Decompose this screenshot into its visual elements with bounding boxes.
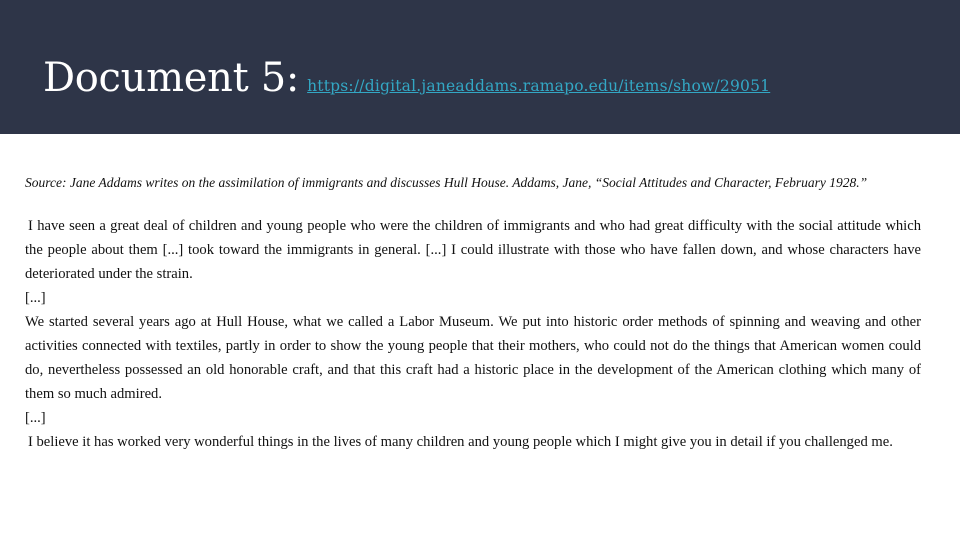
- title-bar: [0, 0, 960, 134]
- source-citation: Source: Jane Addams writes on the assimilation of immigrants and discusses Hull House. Addams, Jane, “Social Attitudes and Character, February 1928.”: [25, 175, 868, 190]
- ellipsis-2: [...]: [25, 410, 46, 426]
- source-link[interactable]: https://digital.janeaddams.ramapo.edu/items/show/29051: [307, 77, 771, 95]
- document-body: [25, 172, 921, 454]
- paragraph-2: We started several years ago at Hull House, what we called a Labor Museum. We put into historic order methods of spinning and weaving and other activities connected with textiles, partly in order to show the young people that their mothers, who could not do the things that American women could do, nevertheless possessed an old honorable craft, and that this craft had a historic place in the development of the American clothing which many of them so much admired.: [25, 314, 921, 402]
- paragraph-1: I have seen a great deal of children and young people who were the children of immigrants and who had great difficulty with the social attitude which the people about them [...] took toward the immigrants in general. [...] I could illustrate with those who have fallen down, and whose characters have deteriorated under the strain.: [25, 218, 921, 282]
- ellipsis-1: [...]: [25, 290, 46, 306]
- page-title: [43, 55, 771, 101]
- document-title: Document 5:: [43, 55, 300, 101]
- paragraph-3: I believe it has worked very wonderful things in the lives of many children and young people which I might give you in detail if you challenged me.: [28, 434, 893, 450]
